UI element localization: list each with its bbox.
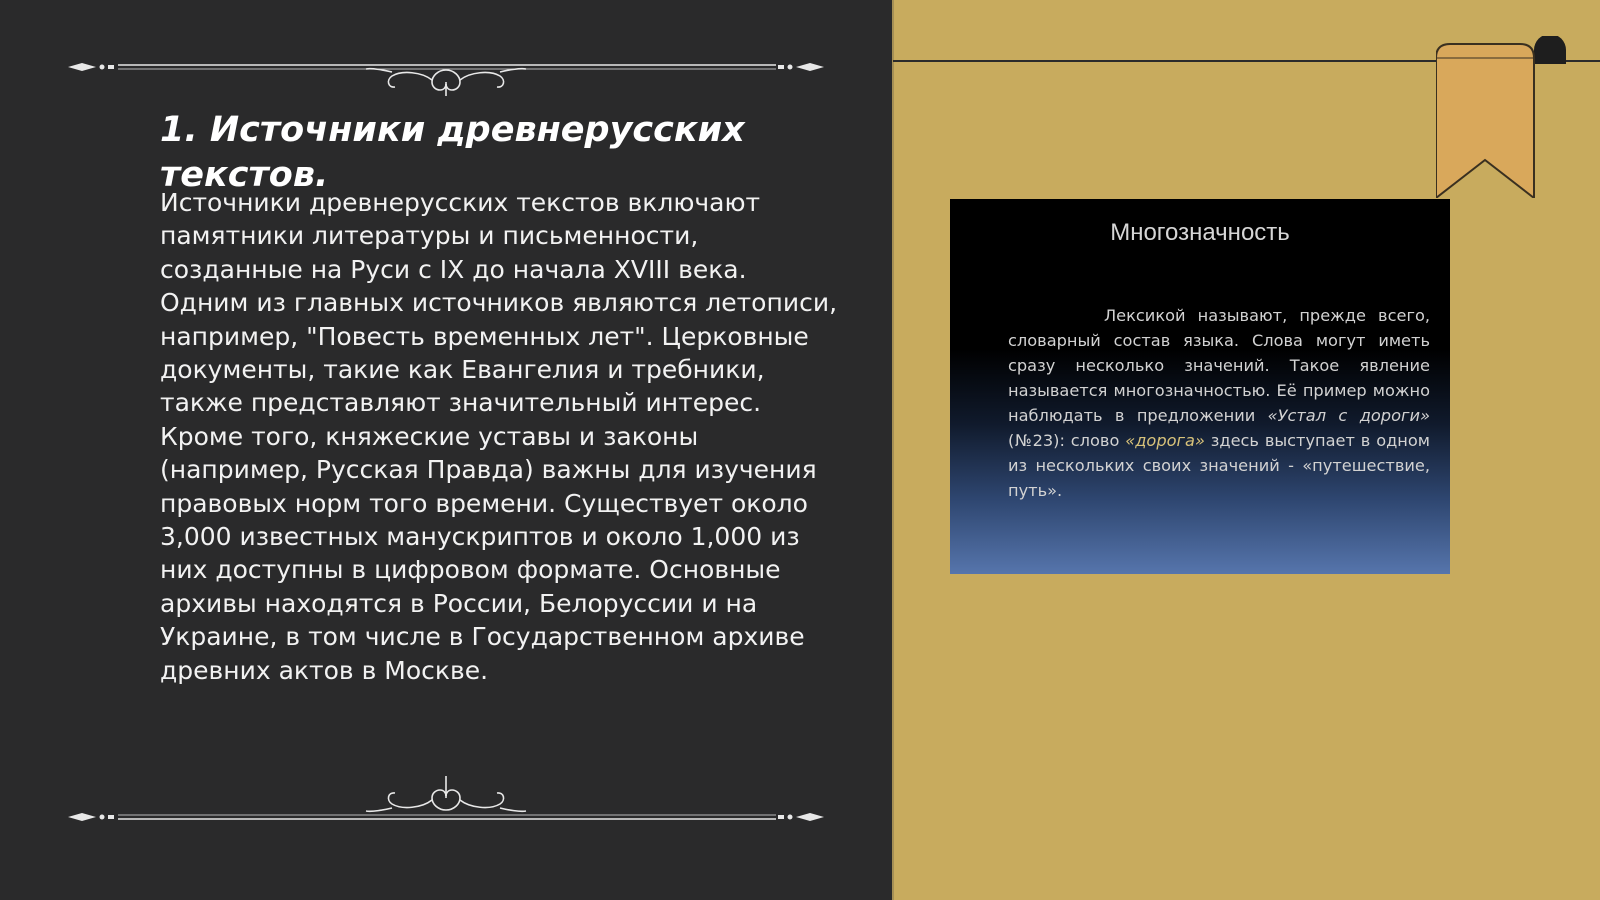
slide-body-text: Источники древнерусских текстов включают памятники литературы и письменности, созданные на Руси с IX до начала XVIII века. Одним из главных источников являются летописи, например, "Повесть временных лет". Церковные документы, такие как Евангелия и требники, также представляют значительный интерес. Кроме того, княжеские уставы и законы (например, Русская Правда) важны для изучения правовых норм того времени. Существует около 3,000 известных манускриптов и около 1,000 из них доступны в цифровом формате. Основные архивы находятся в России, Белоруссии и на Украине, в том числе в Государственном архиве древних актов в Москве. — [160, 188, 838, 685]
embedded-body-part3: здесь выступает в одном из нескольких своих значений - «путешествие, путь». — [1008, 431, 1430, 500]
ornament-divider-top-icon — [66, 36, 826, 96]
embedded-slide-image — [950, 199, 1450, 574]
embedded-body-part1: Лексикой называют, прежде всего, словарный состав языка. Слова могут иметь сразу несколько значений. Такое явление называется многозначностью. Её пример можно наблюдать в предложении — [1008, 306, 1430, 425]
embedded-example-word: «дорога» — [1125, 431, 1205, 450]
embedded-body-part2: (№23): слово — [1008, 431, 1126, 450]
ornament-divider-bottom-icon — [66, 772, 826, 832]
embedded-example-sentence: «Устал с дороги» — [1267, 406, 1430, 425]
embedded-slide-body — [1008, 303, 1430, 503]
bookmark-ribbon-icon — [1436, 36, 1586, 198]
panel-divider — [892, 0, 894, 900]
slide-title: 1. Источники древнерусских текстов. — [160, 110, 745, 195]
embedded-slide-title: Многозначность — [1110, 219, 1290, 246]
